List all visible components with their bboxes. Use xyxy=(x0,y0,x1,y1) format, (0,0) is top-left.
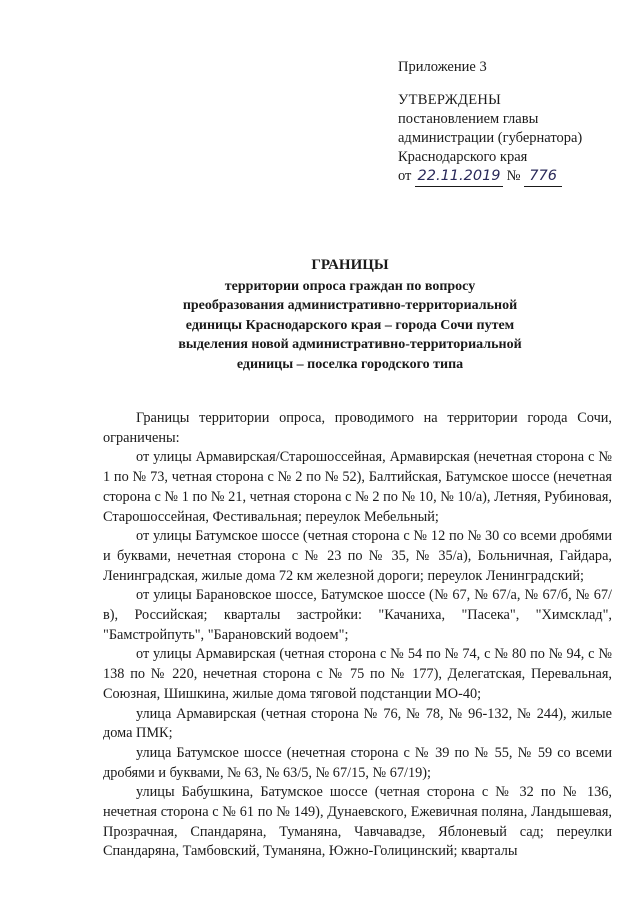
body-paragraph: от улицы Барановское шоссе, Батумское шоссе (№ 67, № 67/а, № 67/б, № 67/в), Российская; кварталы застройки: "Качаниха, "Пасека", "Химсклад", "Бамстройпуть", "Барановский водоем"; xyxy=(103,587,612,643)
body-paragraph: от улицы Армавирская (четная сторона с № 54 по № 74, с № 80 по № 94, с № 138 по № 220, нечетная сторона с № 75 по № 177), Делегатская, Перевальная, Союзная, Шишкина, жилые дома тяговой подстанции МО-40; xyxy=(103,646,612,702)
title-line: преобразования административно-территориальной xyxy=(182,298,518,313)
body-paragraph: улицы Бабушкина, Батумское шоссе (четная сторона с № 32 по № 136, нечетная сторона с № 61 по № 149), Дунаевского, Ежевичная поляна, Ландышевая, Прозрачная, Спандаряна, Туманяна, Чавчавадзе, Яблоневый сад; переулки Спандаряна, Тамбовский, Туманяна, Южно-Голицинский; кварталы xyxy=(103,784,612,860)
document-body xyxy=(103,409,612,862)
body-paragraph: улица Армавирская (четная сторона № 76, № 78, № 96-132, № 244), жилые дома ПМК; xyxy=(103,705,612,742)
approval-line-2: администрации (губернатора) xyxy=(398,130,583,146)
decree-date-number-line xyxy=(398,167,582,187)
title-line: выделения новой административно-территориальной xyxy=(178,337,522,352)
appendix-label: Приложение 3 xyxy=(398,59,487,75)
from-label: от xyxy=(398,168,412,184)
title-line: единицы – поселка городского типа xyxy=(236,356,464,372)
approved-heading: УТВЕРЖДЕНЫ xyxy=(398,92,502,108)
decree-date: 22.11.2019 xyxy=(415,167,503,187)
body-paragraph: Границы территории опроса, проводимого на территории города Сочи, ограничены: xyxy=(103,410,612,446)
title-line: единицы Краснодарского края – города Сочи путем xyxy=(185,317,515,333)
body-paragraph: улица Батумское шоссе (нечетная сторона с № 39 по № 55, № 59 со всеми дробями и буквами, № 63, № 63/5, № 67/15, № 67/19); xyxy=(103,744,612,781)
approval-block xyxy=(398,58,582,187)
title-heading: ГРАНИЦЫ xyxy=(311,257,389,273)
document-title xyxy=(120,256,580,374)
body-paragraph: от улицы Армавирская/Старошоссейная, Армавирская (нечетная сторона с № 1 по № 73, четная сторона с № 2 по № 52), Балтийская, Батумское шоссе (нечетная сторона с № 1 по № 21, четная сторона с № 2 по № 10, № 10/а), Летняя, Рубиновая, Старошоссейная, Фестивальная; переулок Мебельный; xyxy=(103,449,612,525)
body-paragraph: от улицы Батумское шоссе (четная сторона с № 12 по № 30 со всеми дробями и буквами, нечетная сторона с № 23 по № 35, № 35/а), Больничная, Гайдара, Ленинградская, жилые дома 72 км железной дороги; переулок Ленинградский; xyxy=(103,528,612,584)
approval-line-1: постановлением главы xyxy=(398,111,539,127)
title-line: территории опроса граждан по вопросу xyxy=(224,278,476,294)
number-label: № xyxy=(506,168,521,184)
approval-line-3: Краснодарского края xyxy=(398,149,528,165)
decree-number: 776 xyxy=(524,167,562,187)
